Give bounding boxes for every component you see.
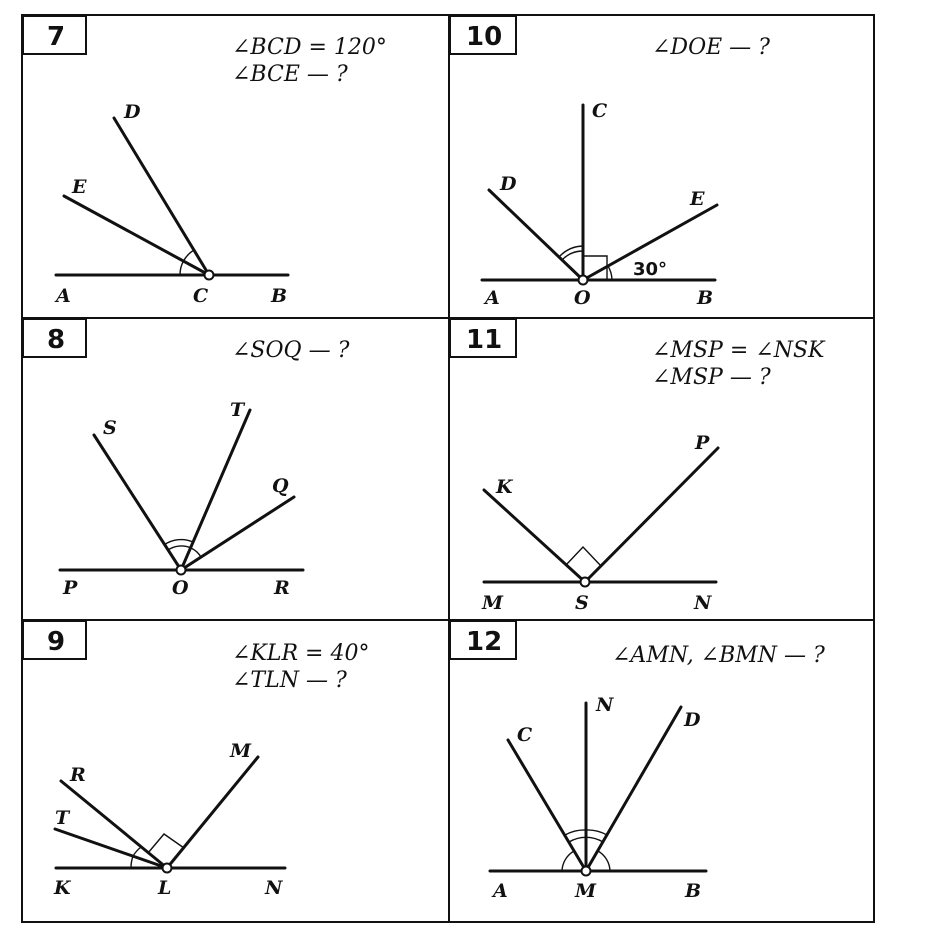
- label-O: O: [172, 577, 189, 599]
- question-line-1: ∠AMN, ∠BMN — ?: [612, 643, 825, 668]
- label-A: A: [485, 287, 500, 309]
- label-N: N: [694, 592, 712, 614]
- label-N: N: [265, 877, 283, 899]
- label-D: D: [500, 173, 517, 195]
- ray-CD: [114, 118, 209, 275]
- ray-MC: [508, 740, 586, 871]
- problem-9-panel: [23, 621, 369, 899]
- ray-CE: [64, 196, 209, 275]
- ray-SK: [484, 490, 585, 582]
- question-line-2: ∠BCE — ?: [232, 62, 348, 87]
- label-S: S: [103, 417, 117, 439]
- label-E: E: [72, 176, 87, 198]
- angle-arc-DMB: [598, 851, 610, 871]
- label-K: K: [496, 476, 513, 498]
- label-C: C: [193, 285, 209, 307]
- vertex-M: [582, 867, 591, 876]
- ray-SP: [585, 448, 718, 582]
- label-E: E: [690, 188, 705, 210]
- question-line-1: ∠MSP = ∠NSK: [652, 338, 825, 363]
- problem-number: 7: [47, 22, 66, 52]
- vertex-L: [163, 864, 172, 873]
- problem-8-panel: [23, 319, 350, 599]
- ray-LR: [61, 781, 167, 868]
- label-O: O: [574, 287, 591, 309]
- question-line-1: ∠BCD = 120°: [232, 35, 387, 60]
- right-angle-mark: [148, 834, 184, 853]
- label-R: R: [274, 577, 290, 599]
- label-A: A: [56, 285, 71, 307]
- label-T: T: [230, 399, 245, 421]
- angle-arc-KLT: [131, 856, 133, 868]
- label-C: C: [517, 724, 533, 746]
- question-line-2: ∠MSP — ?: [652, 365, 771, 390]
- problem-number: 10: [466, 22, 503, 52]
- problem-number: 8: [47, 325, 66, 355]
- label-S: S: [575, 592, 589, 614]
- label-C: C: [592, 100, 608, 122]
- label-M: M: [230, 740, 252, 762]
- question-line-1: ∠KLR = 40°: [232, 641, 370, 666]
- angle-arc-TLR: [133, 847, 141, 856]
- ray-MD: [586, 707, 681, 871]
- problem-12-panel: [450, 621, 825, 902]
- angle-arc-SOT-double: [164, 540, 193, 545]
- label-B: B: [697, 287, 714, 309]
- label-R: R: [70, 764, 86, 786]
- label-M: M: [575, 880, 597, 902]
- question-line-1: ∠DOE — ?: [652, 35, 770, 60]
- ray-LT: [55, 829, 167, 868]
- problem-10-panel: [450, 16, 770, 309]
- angle-arc-NMD-double: [586, 830, 607, 835]
- problem-number: 9: [47, 627, 66, 657]
- angle-note-30: 30°: [633, 259, 668, 280]
- problem-number: 11: [466, 325, 503, 355]
- vertex-C: [205, 271, 214, 280]
- ray-LM: [167, 757, 258, 868]
- question-line-1: ∠SOQ — ?: [232, 338, 350, 363]
- right-angle-mark: [566, 547, 601, 566]
- label-D: D: [124, 101, 141, 123]
- angle-arc-EOB: [608, 266, 612, 280]
- label-A: A: [493, 880, 508, 902]
- label-T: T: [55, 807, 70, 829]
- problem-11-panel: [450, 319, 826, 614]
- question-line-2: ∠TLN — ?: [232, 668, 347, 693]
- angle-arc-AMC: [562, 851, 574, 871]
- angle-arc-CMN-double: [565, 830, 586, 835]
- label-L: L: [158, 877, 172, 899]
- label-M: M: [482, 592, 504, 614]
- label-B: B: [685, 880, 702, 902]
- angle-arc-TOQ: [191, 548, 201, 557]
- angle-arc-SOT: [168, 546, 191, 550]
- label-Q: Q: [272, 475, 289, 497]
- vertex-S: [581, 578, 590, 587]
- label-D: D: [684, 709, 701, 731]
- label-P: P: [695, 432, 710, 454]
- ray-OD: [489, 190, 583, 280]
- label-K: K: [54, 877, 71, 899]
- vertex-O: [579, 276, 588, 285]
- label-N: N: [596, 694, 614, 716]
- problem-number: 12: [466, 627, 503, 657]
- label-B: B: [271, 285, 288, 307]
- problem-7-panel: [23, 16, 387, 307]
- label-P: P: [63, 577, 78, 599]
- vertex-O: [177, 566, 186, 575]
